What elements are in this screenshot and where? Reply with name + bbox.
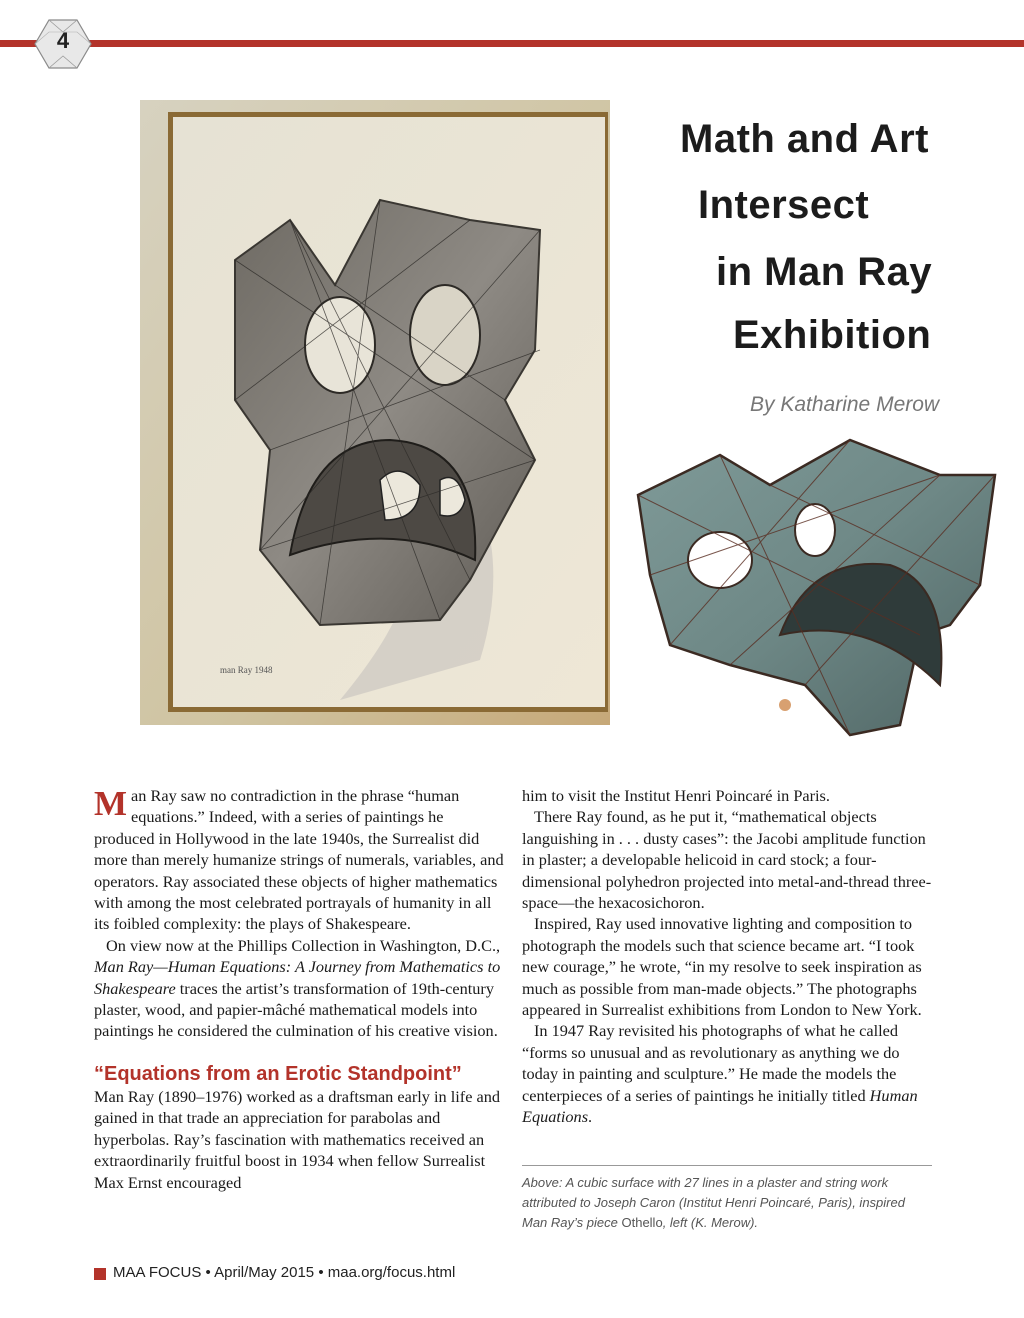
sculpture-photo	[610, 435, 1000, 740]
body-column-left	[94, 785, 504, 1193]
caption-artwork-title: Othello	[621, 1215, 663, 1230]
paintings-paragraph	[522, 1020, 932, 1127]
exhibition-text-a: On view now at the Phillips Collection in Washington, D.C.,	[106, 935, 501, 955]
photography-paragraph: Inspired, Ray used innovative lighting and composition to photograph the models such that science became art. “I took new courage,” he wrote, “in my resolve to seek inspiration as much as possible from man-made objects.” The photographs appeared in Surrealist exhibitions from London to New York.	[522, 914, 922, 1020]
painting-signature: man Ray 1948	[220, 665, 273, 675]
exhibition-paragraph	[94, 935, 504, 1042]
body-column-right	[522, 785, 932, 1128]
article-title-line-2: Intersect	[698, 183, 870, 227]
paintings-text-b: .	[588, 1107, 593, 1127]
byline: By Katharine Merow	[750, 393, 940, 416]
footer-text: MAA FOCUS • April/May 2015 • maa.org/focus.html	[113, 1264, 456, 1281]
footer-square-icon	[94, 1268, 106, 1280]
caption-divider	[522, 1165, 932, 1166]
article-title-line-4: Exhibition	[733, 313, 932, 357]
section-subheading: “Equations from an Erotic Standpoint”	[94, 1062, 462, 1085]
caption-text-a: Above: A cubic surface with 27 lines in a plaster and string work attributed to Joseph Caron (Institut Henri Poincaré, Paris), inspired Man Ray’s piece	[522, 1175, 905, 1230]
continuation-paragraph: him to visit the Institut Henri Poincaré in Paris.	[522, 786, 830, 805]
intro-paragraph	[94, 785, 504, 935]
paintings-text-a: In 1947 Ray revisited his photographs of what he called “forms so unusual and as revolutionary as anything we do today in painting and sculpture.” He made the models the centerpieces of a series of paintings he initially titled	[522, 1021, 900, 1105]
series-title: Human Equations	[522, 1085, 918, 1127]
photo-caption	[522, 1173, 932, 1233]
header-rule	[0, 40, 1024, 47]
exhibition-text-b: traces the artist’s transformation of 19th-century plaster, wood, and papier-mâché mathematical models into paintings he considered the culmination of his creative vision.	[94, 978, 498, 1041]
article-title-line-3: in Man Ray	[716, 250, 933, 294]
poincare-paragraph: There Ray found, as he put it, “mathematical objects languishing in . . . dusty cases”: the Jacobi amplitude function in plaster; a developable helicoid in card stock; a four-dimensional polyhedron projected into metal-and-thread three-space—the hexacosichoron.	[522, 807, 932, 913]
page-number: 4	[56, 28, 70, 53]
article-title-line-1: Math and Art	[680, 117, 929, 161]
caption-text-b: , left (K. Merow).	[662, 1215, 759, 1230]
exhibition-title: Man Ray—Human Equations: A Journey from Mathematics to Shakespeare	[94, 957, 501, 998]
painting-photo	[140, 100, 610, 725]
drop-cap: M	[94, 784, 128, 823]
biography-paragraph: Man Ray (1890–1976) worked as a draftsman early in life and gained in that trade an appreciation for parabolas and hyperbolas. Ray’s fascination with mathematics received an extraordinarily fruitful boost in 1934 when fellow Surrealist Max Ernst encouraged	[94, 1086, 501, 1192]
intro-text: an Ray saw no contradiction in the phrase “human equations.” Indeed, with a series of paintings he produced in Hollywood in the late 1940s, the Surrealist did more than merely humanize strings of numerals, variables, and operators. Ray associated these objects of higher mathematics with among the most celebrated portrayals of humanity in all its foibled complexity: the plays of Shakespeare.	[94, 786, 504, 934]
